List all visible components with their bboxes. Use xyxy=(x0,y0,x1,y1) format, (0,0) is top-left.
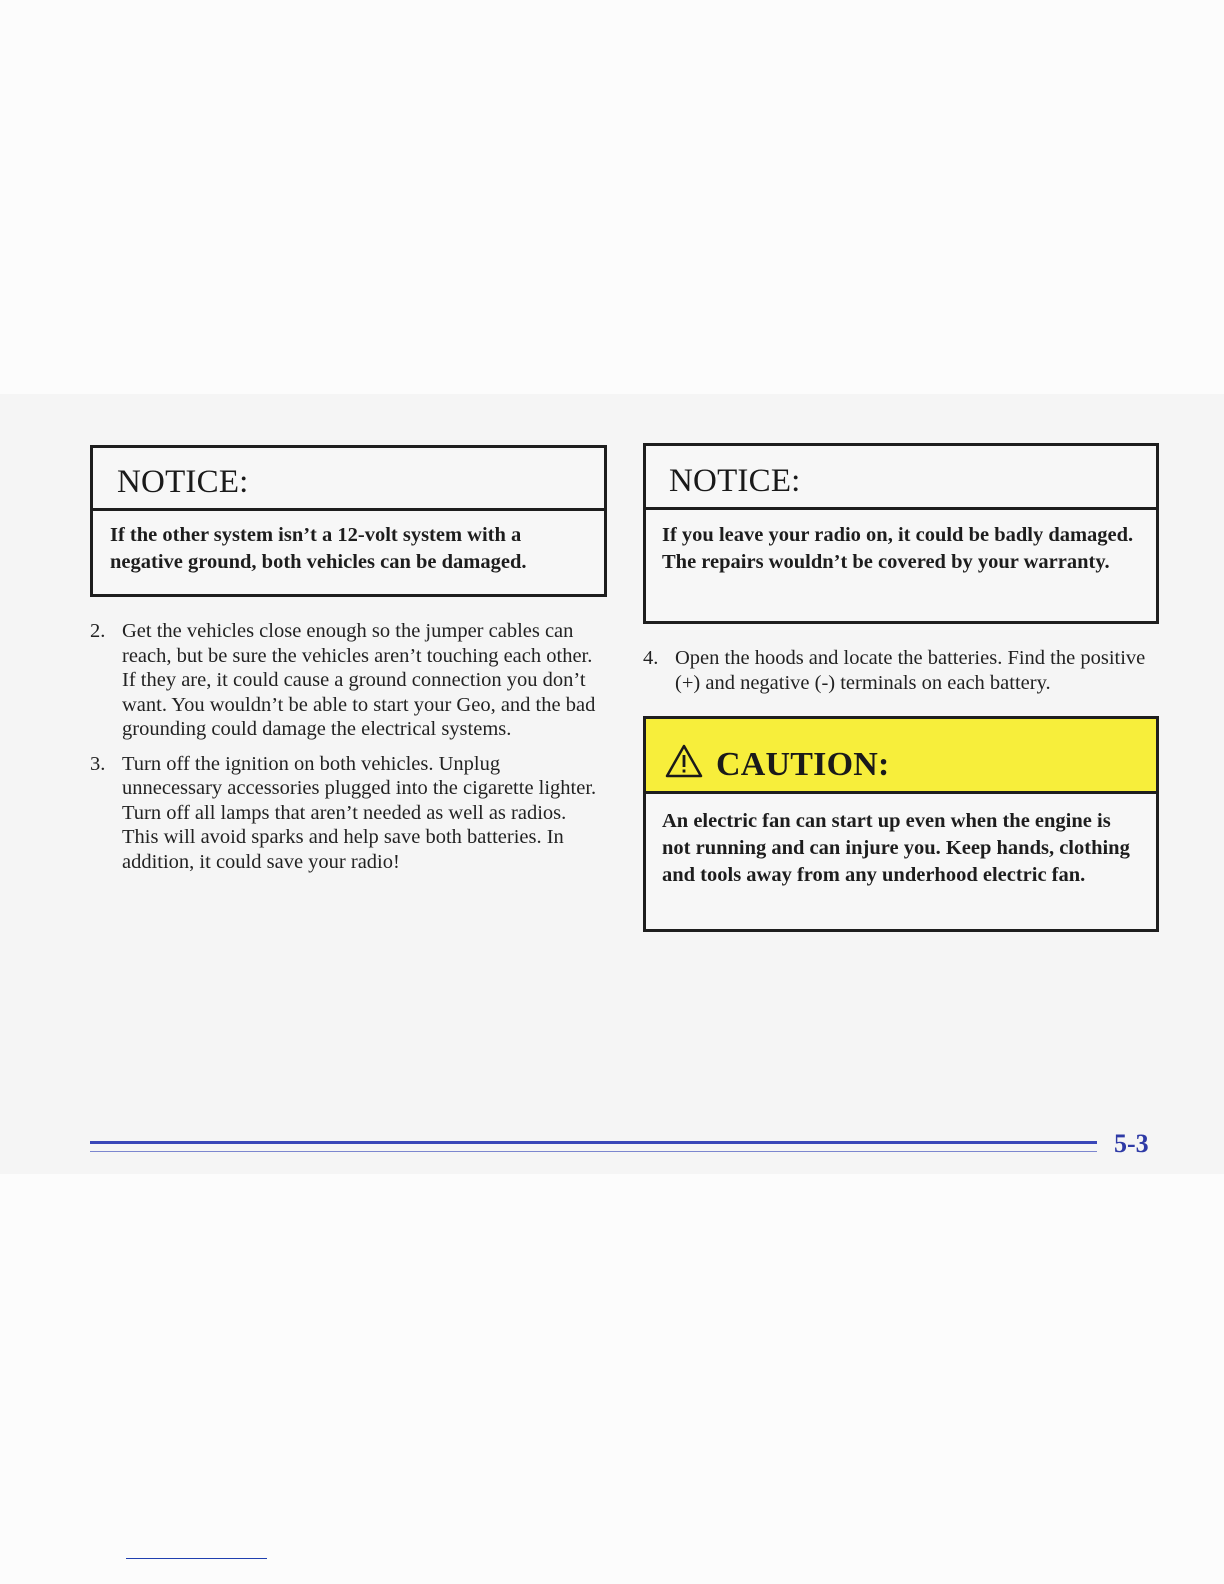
list-item xyxy=(643,646,1163,695)
step-number: 2. xyxy=(90,620,106,642)
notice-box-radio xyxy=(643,443,1159,624)
footer-rule xyxy=(90,1141,1097,1144)
caution-body: An electric fan can start up even when the engine is not running and can injure you. Keep hands, clothing and tools away from any underhood electric fan. xyxy=(662,810,1130,886)
steps-list-left xyxy=(90,619,600,884)
notice-heading: NOTICE: xyxy=(646,446,1156,510)
footer-rule-thin xyxy=(90,1151,1097,1152)
step-text: Turn off the ignition on both vehicles. Unplug unnecessary accessories plugged into the cigarette lighter. Turn off all lamps that aren’t needed as well as radios. This will avoid sparks and help save both batteries. In addition, it could save your radio! xyxy=(122,752,597,873)
list-item xyxy=(90,752,600,875)
list-item xyxy=(90,619,600,742)
notice-body: If the other system isn’t a 12-volt system with a negative ground, both vehicles can be damaged. xyxy=(110,524,527,573)
caution-box-electric-fan xyxy=(643,716,1159,932)
step-number: 3. xyxy=(90,752,106,775)
page-number: 5-3 xyxy=(1114,1129,1149,1158)
step-text: Open the hoods and locate the batteries. Find the positive (+) and negative (-) terminals on each battery. xyxy=(675,647,1146,694)
step-text: Get the vehicles close enough so the jumper cables can reach, but be sure the vehicles aren’t touching each other. If they are, it could cause a ground connection you don’t want. You wouldn’t be able to start your Geo, and the bad grounding could damage the electrical systems. xyxy=(122,620,596,740)
notice-body: If you leave your radio on, it could be badly damaged. The repairs wouldn’t be covered by your warranty. xyxy=(662,524,1134,573)
steps-list-right xyxy=(643,646,1163,705)
caution-header xyxy=(646,719,1156,794)
caution-heading: CAUTION: xyxy=(716,746,890,783)
notice-box-voltage xyxy=(90,445,607,597)
step-number: 4. xyxy=(643,647,659,669)
warning-triangle-icon xyxy=(664,743,704,788)
notice-heading: NOTICE: xyxy=(93,448,604,511)
bottom-divider xyxy=(126,1558,267,1559)
